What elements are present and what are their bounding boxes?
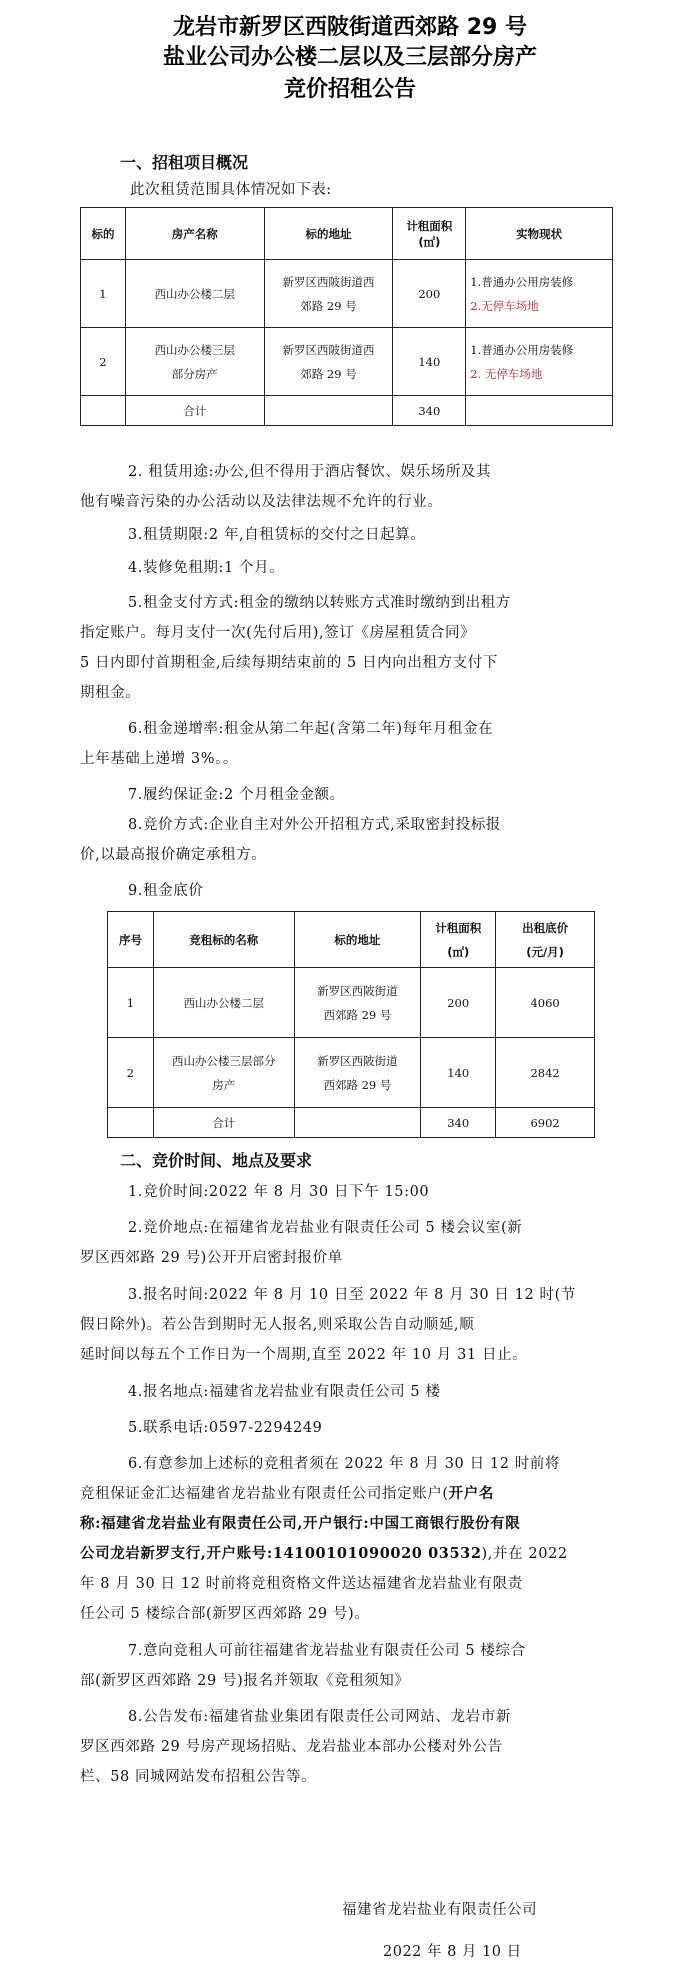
table-header-row	[81, 208, 613, 260]
header-area: 计租面积 (㎡)	[421, 912, 496, 968]
item-6-cont: 任公司 5 楼综合部(新罗区西郊路 29 号)。	[80, 1606, 370, 1622]
cell-empty	[81, 396, 126, 426]
cell-area: 140	[421, 1038, 496, 1108]
table-row	[108, 968, 595, 1038]
item-7-cont: 部(新罗区西郊路 29 号)报名并领取《竞租须知》	[80, 1673, 410, 1689]
clause-9: 9.租金底价	[128, 883, 204, 899]
cell-no: 2	[108, 1038, 154, 1108]
cell-no: 1	[108, 968, 154, 1038]
cell-total-price: 6902	[496, 1108, 595, 1138]
cell-area: 200	[421, 968, 496, 1038]
item-6-cont: 年 8 月 30 日 12 时前将竞租资格文件送达福建省龙岩盐业有限责	[80, 1576, 523, 1592]
cell-status: 1.普通办公用房装修 2.无停车场地	[466, 260, 613, 328]
cell-empty	[294, 1108, 421, 1138]
cell-address: 新罗区西陂街道西 郊路 29 号	[264, 328, 393, 396]
clause-3: 3.租赁期限:2 年,自租赁标的交付之日起算。	[128, 527, 426, 543]
cell-empty	[466, 396, 613, 426]
cell-empty	[264, 396, 393, 426]
header-no: 标的	[81, 208, 126, 260]
clause-6-cont: 上年基础上递增 3%。。	[80, 751, 239, 767]
section-1-heading: 一、招租项目概况	[120, 153, 249, 172]
cell-total-area: 340	[393, 396, 466, 426]
issue-date: 2022 年 8 月 10 日	[383, 1944, 522, 1960]
title-line-2: 盐业公司办公楼二层以及三层部分房产	[162, 45, 537, 70]
cell-address: 新罗区西陂街道 西郊路 29 号	[294, 1038, 421, 1108]
item-8: 8.公告发布:福建省盐业集团有限责任公司网站、龙岩市新	[128, 1709, 511, 1725]
item-6-cont	[80, 1544, 568, 1564]
header-area: 计租面积 (㎡)	[393, 208, 466, 260]
header-address: 标的地址	[294, 912, 421, 968]
cell-total-area: 340	[421, 1108, 496, 1138]
item-6-cont	[80, 1484, 494, 1504]
cell-price: 4060	[496, 968, 595, 1038]
cell-name: 西山办公楼二层	[153, 968, 294, 1038]
clause-4: 4.装修免租期:1 个月。	[128, 560, 285, 576]
table-row	[108, 1038, 595, 1108]
title-line-1: 龙岩市新罗区西陂街道西郊路 29 号	[173, 15, 527, 40]
lease-scope-table	[80, 207, 613, 426]
cell-empty	[108, 1108, 154, 1138]
cell-name: 西山办公楼二层	[125, 260, 264, 328]
header-name: 竞租标的名称	[153, 912, 294, 968]
header-name: 房产名称	[125, 208, 264, 260]
table-header-row	[108, 912, 595, 968]
item-4: 4.报名地点:福建省龙岩盐业有限责任公司 5 楼	[128, 1384, 441, 1400]
item-6-cont	[80, 1514, 520, 1534]
clause-5-cont: 5 日内即付首期租金,后续每期结束前的 5 日内向出租方支付下	[80, 655, 498, 671]
item-6-text: ),并在 2022	[481, 1546, 568, 1562]
header-address: 标的地址	[264, 208, 393, 260]
clause-2: 2. 租赁用途:办公,但不得用于酒店餐饮、娱乐场所及其	[128, 464, 492, 480]
item-6-bold: 开户名	[448, 1485, 494, 1502]
clause-7: 7.履约保证金:2 个月租金金额。	[128, 787, 345, 803]
table-intro: 此次租赁范围具体情况如下表:	[130, 182, 332, 198]
item-6-text: 竞租保证金汇达福建省龙岩盐业有限责任公司指定账户(	[80, 1486, 449, 1502]
clause-5: 5.租金支付方式:租金的缴纳以转账方式准时缴纳到出租方	[128, 595, 511, 611]
title-line-3: 竞价招租公告	[283, 77, 416, 102]
cell-total-label: 合计	[125, 396, 264, 426]
section-2-heading: 二、竞价时间、地点及要求	[120, 1151, 313, 1170]
header-status: 实物现状	[466, 208, 613, 260]
cell-total-label: 合计	[153, 1108, 294, 1138]
cell-area: 200	[393, 260, 466, 328]
clause-5-cont: 期租金。	[80, 685, 141, 701]
issuer-company: 福建省龙岩盐业有限责任公司	[342, 1902, 537, 1918]
table-total-row	[108, 1108, 595, 1138]
clause-8-cont: 价,以最高报价确定承租方。	[80, 847, 267, 863]
item-5: 5.联系电话:0597-2294249	[128, 1420, 323, 1436]
cell-area: 140	[393, 328, 466, 396]
item-2-cont: 罗区西郊路 29 号)公开开启密封报价单	[80, 1250, 343, 1266]
item-8-cont: 罗区西郊路 29 号房产现场招贴、龙岩盐业本部办公楼对外公告	[80, 1739, 503, 1755]
table-row	[81, 260, 613, 328]
item-7: 7.意向竞租人可前往福建省龙岩盐业有限责任公司 5 楼综合	[128, 1643, 526, 1659]
item-6: 6.有意参加上述标的竞租者须在 2022 年 8 月 30 日 12 时前将	[128, 1456, 561, 1472]
clause-5-cont: 指定账户。每月支付一次(先付后用),签订《房屋租赁合同》	[80, 625, 476, 641]
base-price-table	[107, 911, 595, 1138]
item-3-cont: 假日除外)。若公告到期时无人报名,则采取公告自动顺延,顺	[80, 1317, 475, 1333]
header-no: 序号	[108, 912, 154, 968]
cell-name: 西山办公楼三层部分 房产	[153, 1038, 294, 1108]
table-total-row	[81, 396, 613, 426]
cell-no: 2	[81, 328, 126, 396]
clause-6: 6.租金递增率:租金从第二年起(含第二年)每年月租金在	[128, 721, 494, 737]
account-name-bold: 称:福建省龙岩盐业有限责任公司,开户银行:中国工商银行股份有限	[80, 1515, 521, 1532]
cell-status: 1.普通办公用房装修 2. 无停车场地	[466, 328, 613, 396]
item-2: 2.竞价地点:在福建省龙岩盐业有限责任公司 5 楼会议室(新	[128, 1220, 523, 1236]
cell-name: 西山办公楼三层 部分房产	[125, 328, 264, 396]
header-price: 出租底价 (元/月)	[496, 912, 595, 968]
item-1: 1.竞价时间:2022 年 8 月 30 日下午 15:00	[128, 1184, 430, 1200]
cell-address: 新罗区西陂街道 西郊路 29 号	[294, 968, 421, 1038]
cell-no: 1	[81, 260, 126, 328]
clause-2-cont: 他有噪音污染的办公活动以及法律法规不允许的行业。	[80, 494, 443, 510]
clause-8: 8.竞价方式:企业自主对外公开招租方式,采取密封投标报	[128, 817, 502, 833]
item-3-cont: 延时间以每五个工作日为一个周期,直至 2022 年 10 月 31 日止。	[80, 1347, 528, 1363]
item-8-cont: 栏、58 同城网站发布招租公告等。	[80, 1769, 317, 1785]
table-row	[81, 328, 613, 396]
item-3: 3.报名时间:2022 年 8 月 10 日至 2022 年 8 月 30 日 12 时(节	[128, 1287, 576, 1303]
account-number-bold: 公司龙岩新罗支行,开户账号:14100101090020 03532	[80, 1545, 482, 1562]
cell-address: 新罗区西陂街道西 郊路 29 号	[264, 260, 393, 328]
cell-price: 2842	[496, 1038, 595, 1108]
